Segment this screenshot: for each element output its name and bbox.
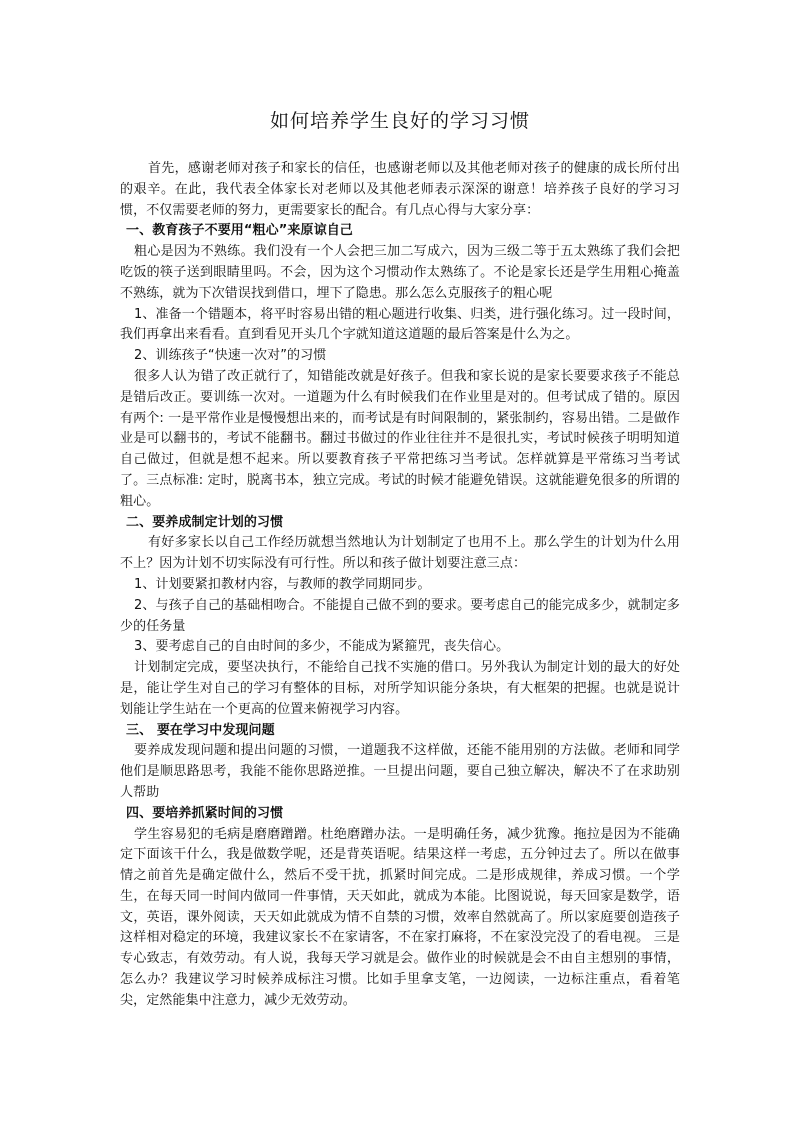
intro-paragraph: 首先，感谢老师对孩子和家长的信任，也感谢老师以及其他老师对孩子的健康的成长所付出的艰辛。在此，我代表全体家长对老师以及其他老师表示深深的谢意！培养孩子良好的学习习惯，不仅需要老师的努力，更需要家长的配合。有几点心得与大家分享： xyxy=(120,161,680,218)
list-item: 1、计划要紧扣教材内容，与教师的教学同期同步。 xyxy=(134,576,431,592)
body-paragraph: 学生容易犯的毛病是磨磨蹭蹭。杜绝磨蹭办法。一是明确任务，减少犹豫。拖拉是因为不能确定下面该干什么，我是做数学呢，还是背英语呢。结果这样一考虑，五分钟过去了。所以在做事情之前首先是确定做什么，然后不受干扰，抓紧时间完成。二是形成规律，养成习惯。一个学生，在每天同一时间内做同一件事情，天天如此，就成为本能。比图说说，每天回家是数学，语文，英语，课外阅读，天天如此就成为情不自禁的习惯，效率自然就高了。所以家庭要创造孩子这样相对稳定的环境，我建议家长不在家请客，不在家打麻将，不在家没完没了的看电视。 三是专心致志，有效劳动。有人说，我每天学习就是会。做作业的时候就是会不由自主想别的事情，怎么办？我建议学习时候养成标注习惯。比如手里拿支笔，一边阅读，一边标注重点，看着笔尖，定然能集中注意力，减少无效劳动。 xyxy=(120,826,680,1008)
body-paragraph: 要养成发现问题和提出问题的习惯，一道题我不这样做，还能不能用别的方法做。老师和同学他们是顺思路思考，我能不能你思路逆推。一旦提出问题，要自己独立解决，解决不了在求助别人帮助 xyxy=(120,743,680,800)
section-heading-4: 四、要培养抓紧时间的习惯 xyxy=(126,805,284,821)
body-paragraph: 有好多家长以自己工作经历就想当然地认为计划制定了也用不上。那么学生的计划为什么用不上？因为计划不切实际没有可行性。所以和孩子做计划要注意三点： xyxy=(120,535,680,572)
body-paragraph: 粗心是因为不熟练。我们没有一个人会把三加二写成六，因为三级二等于五太熟练了我们会把吃饭的筷子送到眼睛里吗。不会，因为这个习惯动作太熟练了。不论是家长还是学生用粗心掩盖不熟练，就为下次错误找到借口，埋下了隐患。那么怎么克服孩子的粗心呢 xyxy=(120,244,680,301)
list-item: 2、与孩子自己的基础相吻合。不能提自己做不到的要求。要考虑自己的能完成多少，就制定多少的任务量 xyxy=(120,597,680,634)
list-item: 1、准备一个错题本，将平时容易出错的粗心题进行收集、归类，进行强化练习。过一段时间，我们再拿出来看看。直到看见开头几个字就知道这道题的最后答案是什么为之。 xyxy=(120,306,680,343)
list-item: 3、要考虑自己的自由时间的多少，不能成为紧箍咒，丧失信心。 xyxy=(134,639,510,655)
section-heading-2: 二、要养成制定计划的习惯 xyxy=(126,514,284,530)
document-title: 如何培养学生良好的学习习惯 xyxy=(269,110,530,132)
list-item: 2、训练孩子“快速一次对”的习惯 xyxy=(134,348,327,364)
body-paragraph: 很多人认为错了改正就行了，知错能改就是好孩子。但我和家长说的是家长要要求孩子不能总是错后改正。要训练一次对。一道题为什么有时候我们在作业里是对的。但考试成了错的。原因有两个: 一是平常作业是慢慢想出来的，而考试是有时间限制的，紧张制约，容易出错。二是做作业是可以翻书的，考试不能翻书。翻过书做过的作业往往并不是很扎实，考试时候孩子明明知道自己做过，但就是想不起来。所以要教育孩子平常把练习当考试。怎样就算是平常练习当考试了。三点标准: 定时，脱离书本，独立完成。考试的时候才能避免错误。这就能避免很多的所谓的粗心。 xyxy=(120,368,680,509)
document-page xyxy=(120,100,680,1012)
body-paragraph: 计划制定完成，要坚决执行，不能给自己找不实施的借口。另外我认为制定计划的最大的好处是，能让学生对自己的学习有整体的目标，对所学知识能分条块，有大框架的把握。也就是说计划能让学生站在一个更高的位置来俯视学习内容。 xyxy=(120,660,680,717)
section-heading-1: 一、教育孩子不要用“粗心”来原谅自己 xyxy=(126,223,353,239)
section-heading-3: 三、 要在学习中发现问题 xyxy=(126,722,275,738)
